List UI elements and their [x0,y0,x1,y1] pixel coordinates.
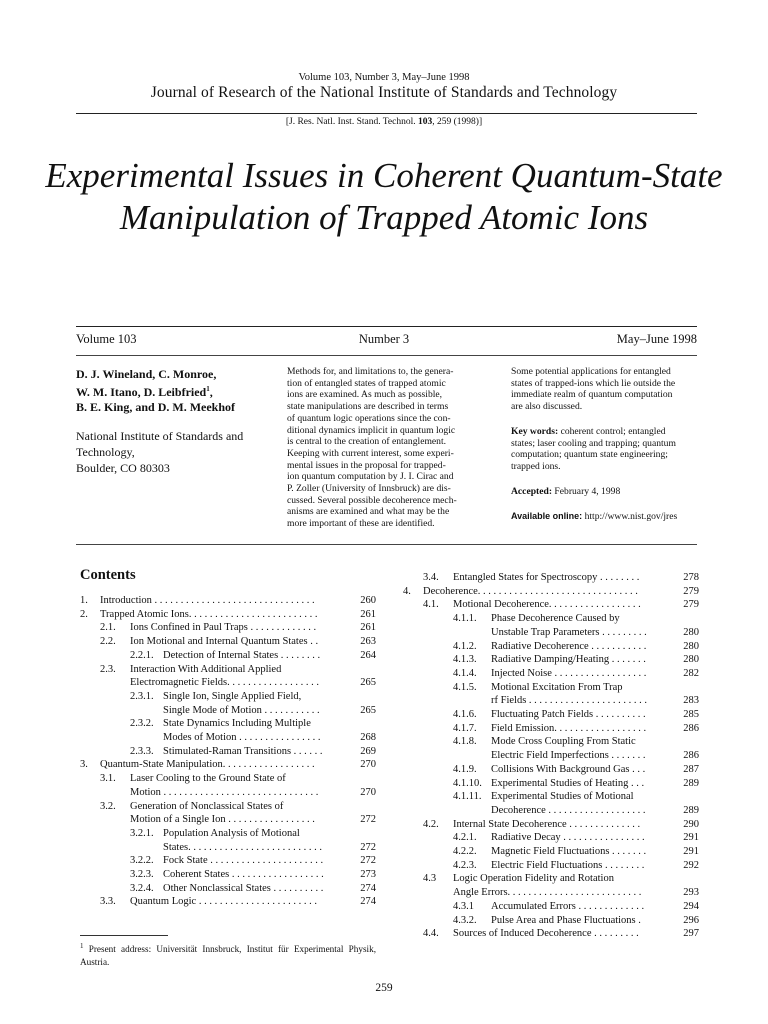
toc-entry-title: rf Fields . . . . . . . . . . . . . . . . . . . . . . . [491,695,648,707]
toc-entry-page: 289 [683,777,699,789]
toc-entry-title: Entangled States for Spectroscopy . . . . . . . . [453,572,640,583]
toc-entry-title: Collisions With Background Gas . . . [491,763,646,775]
toc-entry-title: Radiative Damping/Heating . . . . . . . [491,654,646,666]
toc-entry-number: 4.4. [423,928,439,940]
keywords-line: computation; quantum state engineering; [511,449,668,461]
toc-entry-page: 270 [360,786,376,798]
toc-entry-number: 3. [80,759,88,771]
toc-entry-page: 286 [683,750,699,762]
toc-right-column [403,571,699,961]
toc-entry-page: 283 [683,695,699,707]
toc-entry-title: Introduction . . . . . . . . . . . . . . . . . . . . . . . . . . . . . . . [100,595,315,606]
toc-entry-number: 4.1.9. [453,763,477,775]
toc-entry-title: Single Mode of Motion . . . . . . . . . . . [163,704,320,716]
applications-text [511,366,701,413]
toc-entry-number: 4.1. [423,599,439,611]
toc-entry-number: 2.1. [100,622,116,634]
applications-line: Some potential applications for entangled [511,366,671,377]
toc-entry-page: 273 [360,869,376,880]
keywords [511,426,701,473]
abstract-line: state manipulations are described in terms [287,401,449,413]
toc-entry-page: 270 [360,759,376,771]
abstract-line: ion quantum computation by J. I. Cirac and [287,471,454,483]
toc-entry-number: 4.1.10. [453,777,482,789]
toc-entry-title: Decoherence . . . . . . . . . . . . . . . . . . . [491,804,646,816]
toc-entry-page: 272 [360,814,376,826]
toc-entry-number: 4.3.1 [453,900,474,912]
toc-entry-page: 286 [683,722,699,734]
abstract [287,366,482,530]
toc-entry-title: Magnetic Field Fluctuations . . . . . . . [491,846,647,857]
toc-entry-page: 292 [683,859,699,871]
toc-entry-title: Ion Motional and Internal Quantum States . . [130,636,319,648]
toc-entry-page: 279 [683,585,699,597]
toc-entry-number: 3.2.4. [130,882,154,894]
toc-entry-number: 1. [80,595,88,606]
abstract-bottom-rule [76,544,697,545]
toc-entry-page: 263 [360,636,376,648]
toc-entry-page: 297 [683,928,699,940]
meta-volume: Volume 103 [76,332,137,346]
toc-entry-number: 3.2. [100,800,116,812]
toc-entry-title: Generation of Nonclassical States of [130,800,284,812]
toc-entry-title: Angle Errors. . . . . . . . . . . . . . . . . . . . . . . . . . [453,887,642,899]
footnote: $^1$ Present address: Universität Innsbruck, Institut für Experimental Physik, Austria. [80,942,376,967]
abstract-line: ions are examined. As much as possible, [287,389,443,401]
abstract-line: Keeping with current interest, some experi- [287,447,454,459]
keywords-line: trapped ions. [511,460,561,472]
contents-heading: Contents [80,567,136,583]
toc-entry-page: 290 [683,818,699,830]
toc-entry-number: 4.1.1. [453,613,477,625]
toc-entry-number: 3.2.1. [130,827,154,839]
toc-entry-number: 4. [403,585,411,597]
toc-entry-title: Decoherence. . . . . . . . . . . . . . . . . . . . . . . . . . . . . . . [423,585,638,597]
toc-entry-page: 268 [360,732,376,743]
abstract-line: anisms are examined and what may be the [287,506,450,518]
toc-entry-number: 2.3.1. [130,690,154,702]
toc-entry-page: 296 [683,914,699,926]
toc-entry-title: Modes of Motion . . . . . . . . . . . . . . . . [163,732,321,743]
toc-entry-title: State Dynamics Including Multiple [163,718,311,730]
toc-entry-number: 4.1.2. [453,640,477,652]
accepted-date: Accepted: February 4, 1998 [511,485,621,497]
toc-entry-page: 260 [360,595,376,606]
toc-entry-title: Motion . . . . . . . . . . . . . . . . . . . . . . . . . . . . . . [130,786,319,798]
toc-entry-page: 280 [683,640,699,652]
toc-entry-page: 278 [683,572,699,583]
toc-entry-page: 274 [360,882,376,894]
toc-entry-title: Quantum-State Manipulation. . . . . . . . . . . . . . . . . . [100,759,315,771]
toc-entry-number: 3.2.3. [130,869,154,880]
citation: [J. Res. Natl. Inst. Stand. Technol. 103, 259 (1998)] [285,117,483,127]
journal-title: Journal of Research of the National Institute of Standards and Technology [150,84,618,101]
applications-line: are also discussed. [511,401,583,413]
toc-entry-title: Quantum Logic . . . . . . . . . . . . . . . . . . . . . . . [130,896,317,908]
toc-entry-page: 285 [683,709,699,720]
toc-entry-title: Experimental Studies of Heating . . . [491,777,645,789]
applications-line: immediate realm of quantum computation [511,389,673,401]
toc-entry-number: 2.3.3. [130,745,154,757]
toc-entry-title: Injected Noise . . . . . . . . . . . . . . . . . . [491,667,647,679]
toc-entry-page: 280 [683,654,699,666]
toc-entry-title: Laser Cooling to the Ground State of [130,773,286,785]
toc-entry-title: Fock State . . . . . . . . . . . . . . . . . . . . . . [163,855,324,867]
toc-entry-title: Trapped Atomic Ions. . . . . . . . . . . . . . . . . . . . . . . . . [100,608,318,620]
toc-entry-number: 4.1.8. [453,736,477,748]
toc-entry-number: 4.3.2. [453,914,477,926]
toc-entry-number: 4.2.3. [453,859,477,871]
toc-entry-number: 4.1.5. [453,681,477,693]
toc-entry-page: 272 [360,841,376,853]
toc-entry-title: Field Emission. . . . . . . . . . . . . . . . . . [491,722,647,734]
toc-entry-title: Motional Excitation From Trap [491,681,623,693]
abstract-line: ditional dynamics implicit in quantum logic [287,424,456,436]
toc-entry-title: Population Analysis of Motional [163,827,300,839]
meta-bottom-rule [76,355,697,356]
toc-entry-title: Other Nonclassical States . . . . . . . . . . [163,882,324,894]
toc-entry-title: Coherent States . . . . . . . . . . . . . . . . . . [163,869,324,880]
toc-entry-title: Phase Decoherence Caused by [491,613,620,625]
toc-entry-number: 2.2. [100,636,116,648]
toc-entry-page: 291 [683,846,699,857]
toc-entry-number: 3.1. [100,773,116,785]
toc-entry-number: 2.3. [100,663,116,675]
header-rule [76,113,697,114]
toc-entry-title: Motion of a Single Ion . . . . . . . . . . . . . . . . . [130,814,315,826]
toc-entry-number: 4.2.1. [453,832,477,844]
title-line-2: Manipulation of Trapped Atomic Ions [119,198,649,237]
toc-entry-title: Logic Operation Fidelity and Rotation [453,873,614,885]
page-number: 259 [375,982,393,994]
toc-entry-title: Fluctuating Patch Fields . . . . . . . . . . [491,709,646,720]
meta-number: Number 3 [358,332,410,346]
volume-issue-line: Volume 103, Number 3, May–June 1998 [298,72,470,83]
toc-entry-title: Single Ion, Single Applied Field, [163,690,302,702]
article-title [0,155,768,239]
toc-entry-page: 294 [683,900,699,912]
toc-entry-page: 265 [360,704,376,716]
toc-entry-title: Stimulated-Raman Transitions . . . . . . [163,745,323,757]
affiliation: National Institute of Standards and Technology, Boulder, CO 80303 [76,429,244,475]
toc-entry-page: 274 [360,896,376,908]
toc-entry-page: 291 [683,832,699,844]
footnote-rule [80,935,168,936]
toc-entry-page: 261 [360,622,376,634]
toc-entry-title: States. . . . . . . . . . . . . . . . . . . . . . . . . . [163,841,322,853]
toc-entry-page: 279 [683,599,699,611]
meta-top-rule [76,326,697,327]
toc-entry-number: 2.2.1. [130,649,154,661]
toc-entry-number: 4.3 [423,873,437,885]
toc-entry-page: 264 [360,649,376,661]
toc-entry-number: 3.3. [100,896,116,908]
toc-entry-title: Ions Confined in Paul Traps . . . . . . . . . . . . . [130,622,317,634]
keywords-line: Key words: coherent control; entangled [511,425,666,437]
toc-entry-title: Electromagnetic Fields. . . . . . . . . . . . . . . . . . [130,677,319,689]
toc-entry-title: Sources of Induced Decoherence . . . . . . . . . [453,928,639,940]
toc-entry-title: Radiative Decay . . . . . . . . . . . . . . . . [491,832,645,844]
toc-left-column [80,594,376,924]
toc-entry-number: 2. [80,608,88,620]
toc-entry-page: 293 [683,887,699,899]
toc-entry-number: 4.1.4. [453,667,477,679]
toc-entry-number: 3.2.2. [130,855,154,867]
toc-entry-number: 4.2. [423,818,439,830]
toc-entry-number: 4.2.2. [453,846,477,857]
abstract-line: Methods for, and limitations to, the genera- [287,366,454,377]
toc-entry-title: Unstable Trap Parameters . . . . . . . . . [491,626,647,638]
toc-entry-page: 280 [683,626,699,638]
toc-entry-page: 289 [683,804,699,816]
title-line-1: Experimental Issues in Coherent Quantum-State [45,156,723,195]
abstract-continued [511,366,701,523]
toc-entry-title: Internal State Decoherence . . . . . . . . . . . . . . [453,818,641,830]
toc-entry-number: 4.1.6. [453,709,477,720]
toc-entry-title: Detection of Internal States . . . . . . . . [163,649,321,661]
toc-entry-number: 3.4. [423,572,439,583]
abstract-line: of quantum logic operations since the con- [287,412,451,424]
toc-entry-title: Experimental Studies of Motional [491,791,634,803]
toc-entry-title: Electric Field Fluctuations . . . . . . . . [491,859,645,871]
toc-entry-number: 4.1.3. [453,654,477,666]
toc-entry-page: 282 [683,667,699,679]
authors: D. J. Wineland, C. Monroe, W. M. Itano, D. Leibfried$^1$, B. E. King, and D. M. Meekhof [76,367,236,414]
abstract-line: tion of entangled states of trapped atomic [287,377,446,389]
toc-entry-number: 4.1.11. [453,791,482,803]
toc-entry-title: Radiative Decoherence . . . . . . . . . . . [491,640,647,652]
abstract-line: more important of these are identified. [287,518,435,530]
toc-entry-title: Accumulated Errors . . . . . . . . . . . . . [491,900,645,912]
applications-line: states of trapped-ions which lie outside the [511,377,676,389]
toc-entry-title: Mode Cross Coupling From Static [491,736,636,748]
toc-entry-number: 2.3.2. [130,718,154,730]
toc-entry-page: 269 [360,745,376,757]
toc-entry-title: Interaction With Additional Applied [130,663,282,675]
meta-date: May–June 1998 [616,332,697,346]
abstract-line: is central to the creation of entanglement. [287,436,447,448]
abstract-line: cussed. Several possible decoherence mech- [287,494,457,506]
keywords-line: states; laser cooling and trapping; quantum [511,437,676,449]
toc-entry-page: 265 [360,677,376,689]
toc-entry-title: Electric Field Imperfections . . . . . . . [491,750,646,762]
abstract-line: P. Zoller (University of Innsbruck) are dis- [287,483,451,495]
toc-entry-title: Pulse Area and Phase Fluctuations . [491,914,641,926]
toc-entry-page: 287 [683,763,699,775]
abstract-line: mental issues in the proposal for trapped- [287,459,446,471]
toc-entry-title: Motional Decoherence. . . . . . . . . . . . . . . . . . [453,599,641,611]
toc-entry-page: 272 [360,855,376,867]
available-online: Available online: http://www.nist.gov/jres [511,511,678,523]
toc-entry-page: 261 [360,608,376,620]
toc-entry-number: 4.1.7. [453,722,477,734]
keywords-label: Key words: [511,425,559,437]
